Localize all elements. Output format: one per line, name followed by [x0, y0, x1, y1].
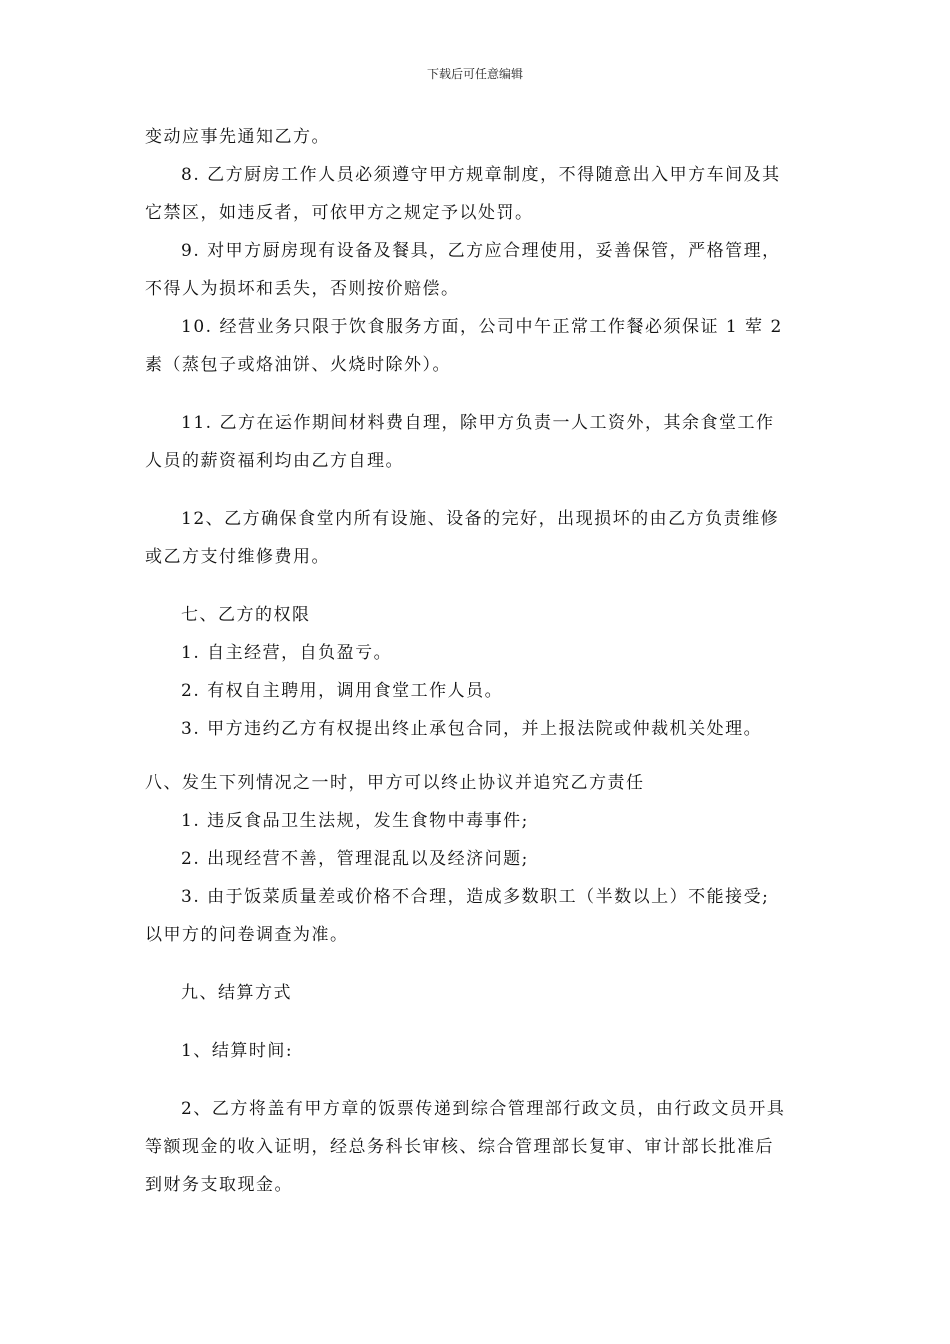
document-body	[145, 118, 810, 1204]
section-heading: 八、发生下列情况之一时，甲方可以终止协议并追究乙方责任	[145, 773, 645, 793]
text-line: 2. 出现经营不善，管理混乱以及经济问题;	[181, 849, 529, 869]
text-line: 9. 对甲方厨房现有设备及餐具，乙方应合理使用，妥善保管，严格管理，	[181, 241, 781, 261]
spacer	[145, 384, 810, 404]
text-line: 它禁区，如违反者，可依甲方之规定予以处罚。	[145, 203, 534, 223]
spacer	[145, 954, 810, 974]
text-line: 12、乙方确保食堂内所有设施、设备的完好，出现损坏的由乙方负责维修	[181, 509, 780, 529]
text-line: 等额现金的收入证明，经总务科长审核、综合管理部长复审、审计部长批准后	[145, 1137, 774, 1157]
text-line: 1、结算时间:	[181, 1041, 294, 1061]
text-line: 3. 甲方违约乙方有权提出终止承包合同，并上报法院或仲裁机关处理。	[181, 719, 763, 739]
text-line: 3. 由于饭菜质量差或价格不合理，造成多数职工（半数以上）不能接受;	[181, 887, 770, 907]
text-line: 变动应事先通知乙方。	[145, 127, 330, 147]
text-line: 1. 自主经营，自负盈亏。	[181, 643, 393, 663]
text-line: 2、乙方将盖有甲方章的饭票传递到综合管理部行政文员，由行政文员开具	[181, 1099, 786, 1119]
text-line: 1. 违反食品卫生法规，发生食物中毒事件;	[181, 811, 529, 831]
text-line: 到财务支取现金。	[145, 1175, 293, 1195]
page-header-note: 下载后可任意编辑	[426, 67, 523, 81]
section-heading: 九、结算方式	[181, 983, 292, 1003]
section-heading: 七、乙方的权限	[181, 605, 311, 625]
spacer	[145, 1070, 810, 1090]
spacer	[145, 748, 810, 764]
text-line: 素（蒸包子或烙油饼、火烧时除外）。	[145, 355, 451, 375]
text-line: 8. 乙方厨房工作人员必须遵守甲方规章制度，不得随意出入甲方车间及其	[181, 165, 781, 185]
text-line: 2. 有权自主聘用，调用食堂工作人员。	[181, 681, 504, 701]
text-line: 11. 乙方在运作期间材料费自理，除甲方负责一人工资外，其余食堂工作	[181, 413, 775, 433]
spacer	[145, 480, 810, 500]
text-line: 或乙方支付维修费用。	[145, 547, 330, 567]
text-line: 人员的薪资福利均由乙方自理。	[145, 451, 404, 471]
text-line: 以甲方的问卷调查为准。	[145, 925, 349, 945]
text-line: 不得人为损坏和丢失，否则按价赔偿。	[145, 279, 460, 299]
spacer	[145, 1012, 810, 1032]
spacer	[145, 576, 810, 596]
text-line: 10. 经营业务只限于饮食服务方面，公司中午正常工作餐必须保证 1 荤 2	[181, 317, 783, 337]
